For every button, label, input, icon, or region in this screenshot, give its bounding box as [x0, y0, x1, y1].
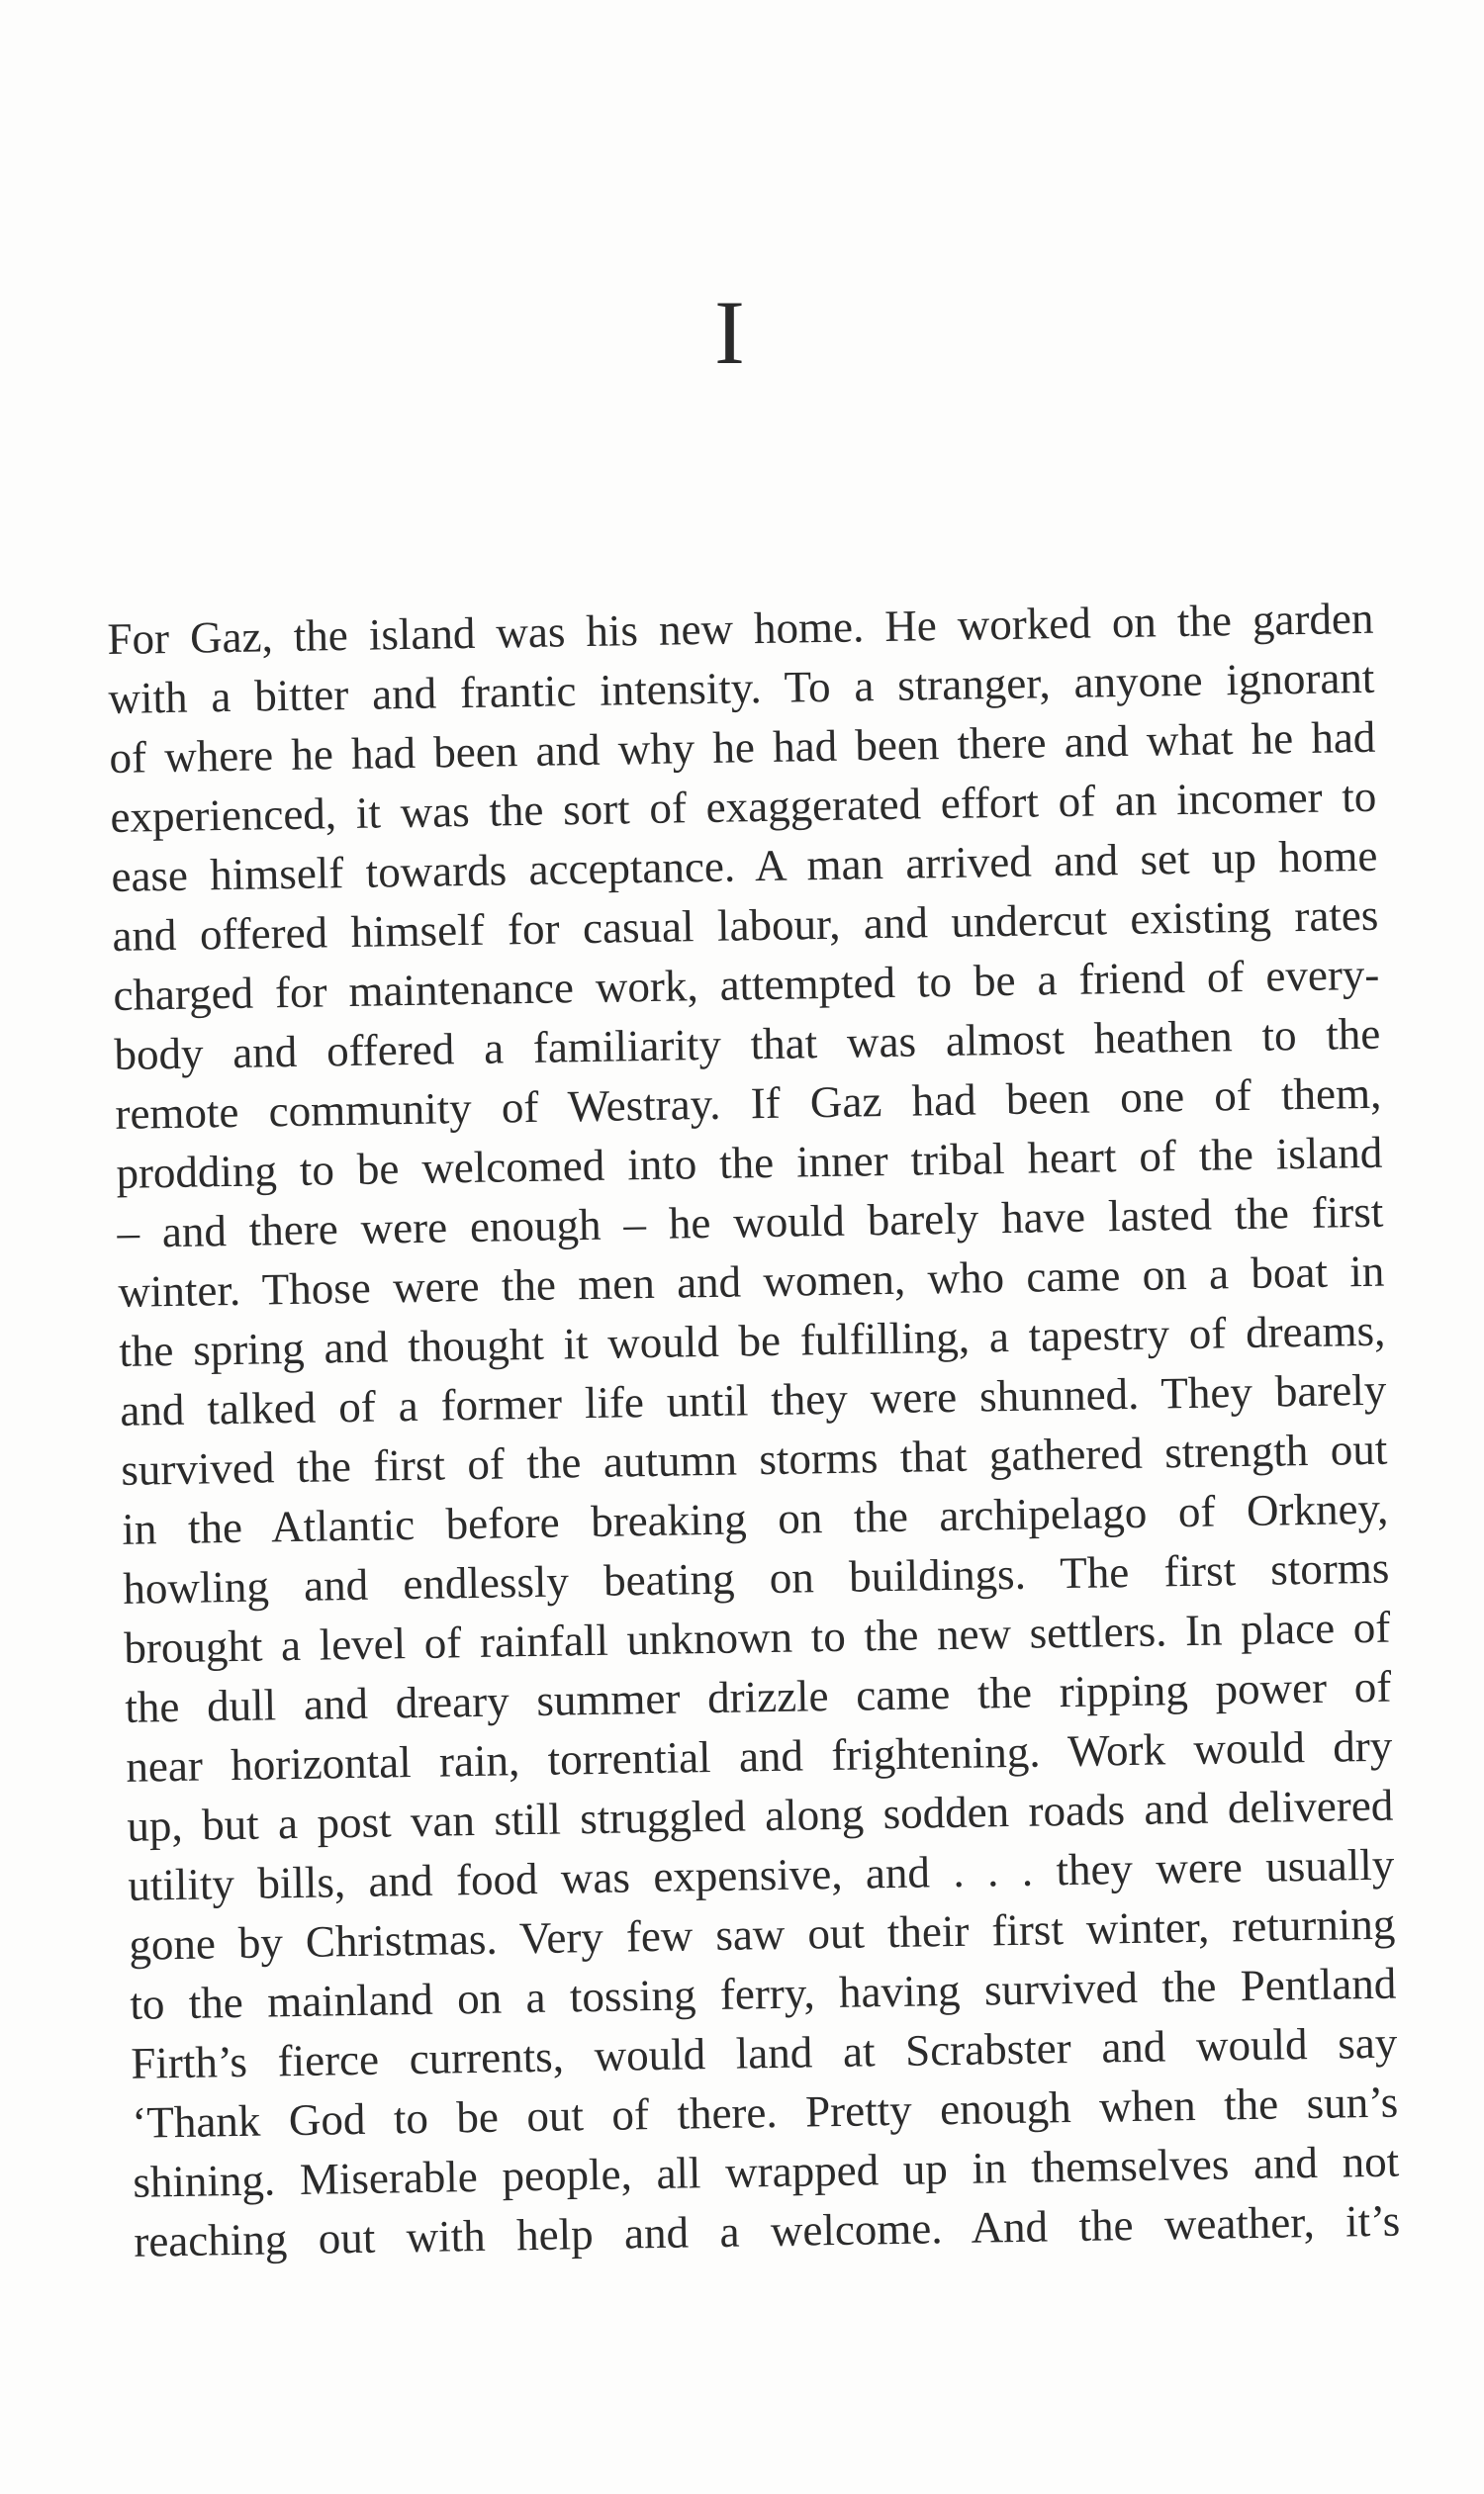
text-line: near horizontal rain, torrential and frightening. Work would dry — [125, 1720, 1393, 1792]
text-line: utility bills, and food was expensive, and . . . they were usually — [127, 1839, 1395, 1910]
text-line: brought a level of rainfall unknown to the new settlers. In place of — [123, 1602, 1391, 1673]
text-line: gone by Christmas. Very few saw out their first winter, returning — [128, 1898, 1396, 1970]
text-line: reaching out with help and a welcome. And the weather, it’s — [133, 2195, 1401, 2266]
text-line: survived the first of the autumn storms that gathered strength out — [121, 1424, 1388, 1495]
text-line: ‘Thank God to be out of there. Pretty enough when the sun’s — [131, 2077, 1399, 2148]
text-line: remote community of Westray. If Gaz had been one of them, — [115, 1067, 1382, 1139]
text-line: howling and endlessly beating on buildings. The first storms — [122, 1542, 1390, 1614]
text-line: to the mainland on a tossing ferry, having survived the Pentland — [129, 1958, 1397, 2029]
text-line: up, but a post van still struggled along sodden roads and delivered — [126, 1780, 1394, 1851]
text-line: the dull and dreary summer drizzle came the ripping power of — [124, 1661, 1392, 1732]
text-line: Firth’s fierce currents, would land at Scrabster and would say — [130, 2017, 1398, 2088]
body-text — [107, 589, 1401, 2271]
text-line: the spring and thought it would be fulfilling, a tapestry of dreams, — [119, 1305, 1386, 1376]
text-line: shining. Miserable people, all wrapped up in themselves and not — [132, 2136, 1400, 2207]
text-line: and offered himself for casual labour, and undercut existing rates — [112, 889, 1379, 961]
text-line: experienced, it was the sort of exaggerated effort of an incomer to — [110, 771, 1377, 842]
text-line: ease himself towards acceptance. A man arrived and set up home — [111, 830, 1378, 901]
chapter-number: I — [714, 282, 745, 383]
text-line: of where he had been and why he had been there and what he had — [109, 711, 1376, 783]
text-line: and talked of a former life until they were shunned. They barely — [120, 1364, 1387, 1435]
text-line: – and there were enough – he would barely have lasted the first — [117, 1186, 1384, 1257]
text-line: prodding to be welcomed into the inner tribal heart of the island — [116, 1127, 1383, 1198]
text-line: with a bitter and frantic intensity. To a stranger, anyone ignorant — [108, 652, 1375, 723]
text-line: charged for maintenance work, attempted to be a friend of every- — [113, 949, 1380, 1020]
text-line: For Gaz, the island was his new home. He worked on the garden — [107, 593, 1374, 664]
text-line: winter. Those were the men and women, who came on a boat in — [118, 1246, 1385, 1317]
text-line: in the Atlantic before breaking on the archipelago of Orkney, — [122, 1483, 1389, 1554]
text-line: body and offered a familiarity that was almost heathen to the — [114, 1008, 1381, 1079]
